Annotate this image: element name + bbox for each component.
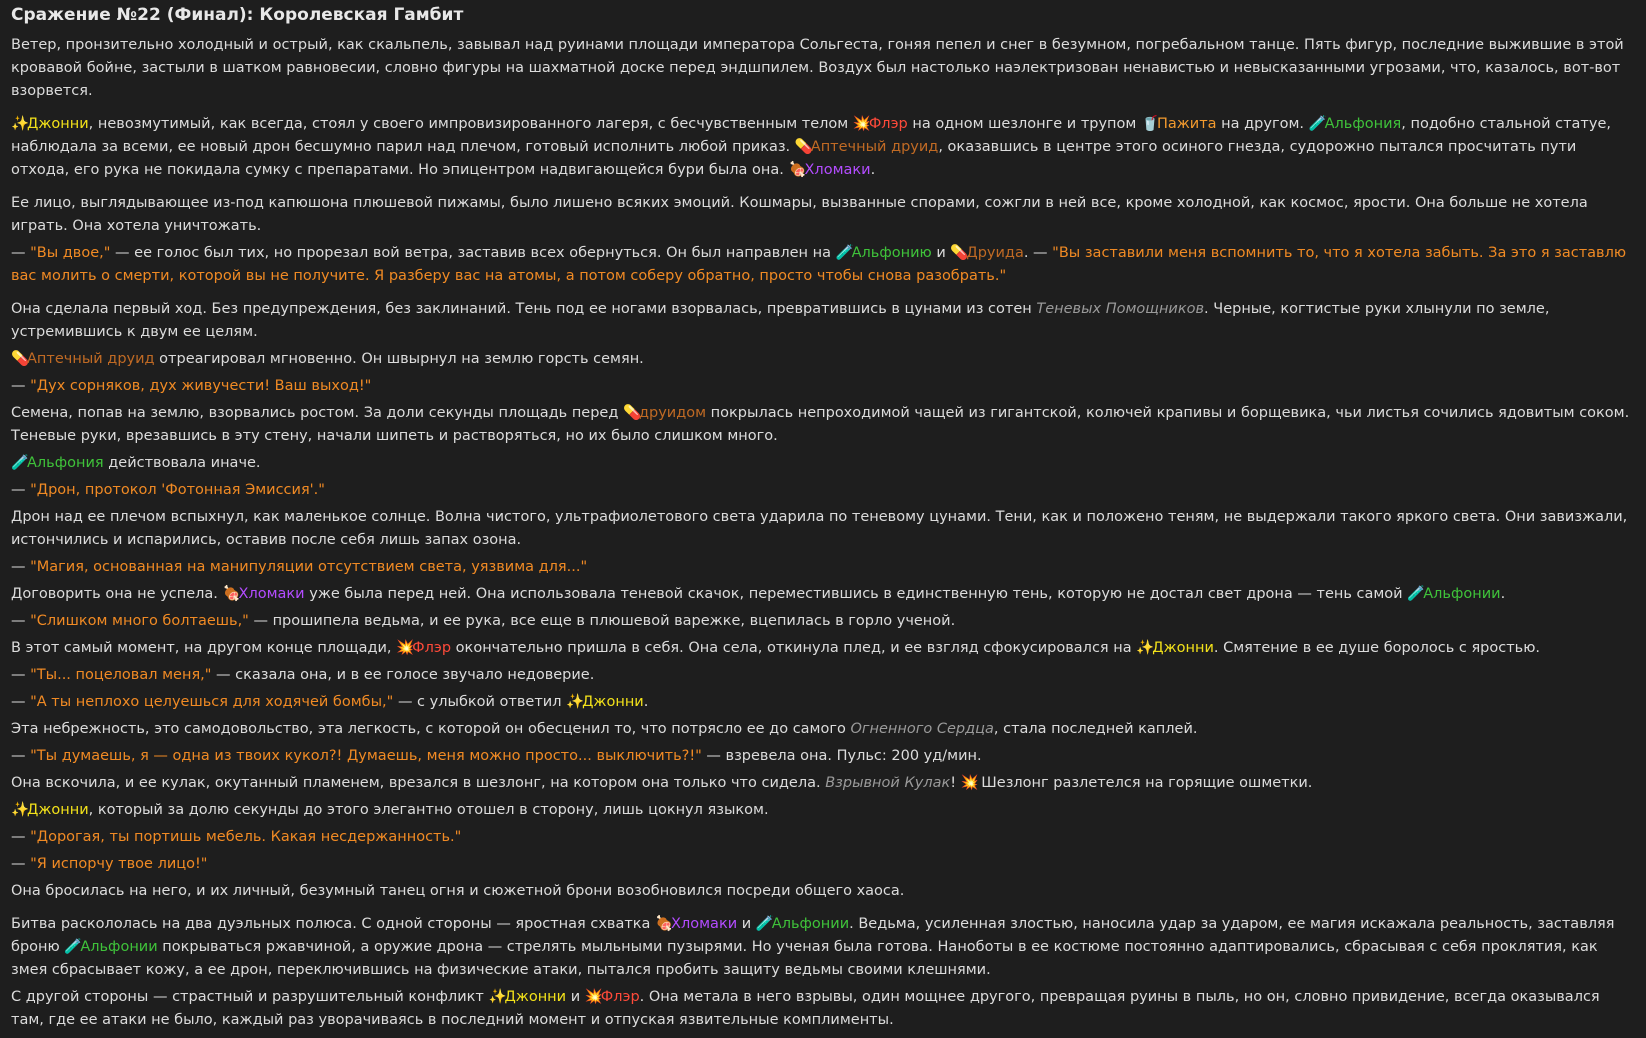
paragraph-9 xyxy=(11,452,1635,475)
character-fler: Флэр xyxy=(412,640,452,656)
test-tube-icon: 🧪 xyxy=(1407,586,1426,602)
text: , невозмутимый, как всегда, стоял у своего импровизированного лагеря, с бесчувственным телом xyxy=(88,116,853,132)
quote: "Дорогая, ты портишь мебель. Какая несдержанность." xyxy=(30,829,462,845)
quote: "Я испорчу твое лицо!" xyxy=(30,856,208,872)
character-alfonia: Альфонии xyxy=(80,939,158,955)
dash: — xyxy=(11,245,31,261)
quote: "Ты... поцеловал меня," xyxy=(30,667,212,683)
text: уже была перед ней. Она использовала теневой скачок, переместившись в единственную тень, которую не достал свет дрона — тень самой xyxy=(304,586,1408,602)
dash: — xyxy=(11,694,31,710)
quote: "Дрон, протокол 'Фотонная Эмиссия'." xyxy=(30,482,325,498)
character-alfonia: Альфонию xyxy=(851,245,932,261)
text: ! xyxy=(950,775,961,791)
paragraph-4 xyxy=(11,242,1635,288)
text: на другом. xyxy=(1216,116,1309,132)
paragraph-23 xyxy=(11,853,1635,876)
paragraph-7 xyxy=(11,375,1635,398)
paragraph-1: Ветер, пронзительно холодный и острый, как скальпель, завывал над руинами площади императора Сольгеста, гоняя пепел и снег в безумном, погребальном танце. Пять фигур, последние выжившие в этой кровавой бойне, застыли в шатком равновесии, словно фигуры на шахматной доске перед эндшпилем. Воздух был настолько наэлектризован ненавистью и невысказанными угрозами, что, казалось, вот-вот взорвется. xyxy=(11,37,1624,99)
text: — прошипела ведьма, и ее рука, все еще в плюшевой варежке, вцепилась в горло ученой. xyxy=(248,613,956,629)
paragraph-24: Она бросилась на него, и их личный, безумный танец огня и сюжетной брони возобновился посреди общего хаоса. xyxy=(11,883,905,899)
text: Семена, попав на землю, взорвались ростом. За доли секунды площадь перед xyxy=(11,405,623,421)
text: Шезлонг разлетелся на горящие ошметки. xyxy=(976,775,1313,791)
character-pazhit: Пажита xyxy=(1156,116,1217,132)
text: Она вскочила, и ее кулак, окутанный пламенем, врезался в шезлонг, на котором она только что сидела. xyxy=(11,775,826,791)
paragraph-12 xyxy=(11,556,1635,579)
character-fler: Флэр xyxy=(600,989,640,1005)
text: — сказала она, и в ее голосе звучало недоверие. xyxy=(211,667,595,683)
text: покрылась непроходимой чащей из гигантской, колючей крапивы и борщевика, чьи листья сочились ядовитым соком. Теневые руки, врезавшись в эту стену, начали шипеть и растворяться, но их было слишком много. xyxy=(11,405,1630,444)
text: . Она метала в него взрывы, один мощнее другого, превращая руины в пыль, но он, словно привидение, всегда оказывался там, где ее атаки не было, каждый раз уворачиваясь в последний момент и отпуская язвительные комплименты. xyxy=(11,989,1600,1028)
sparkles-icon: ✨ xyxy=(1136,640,1155,656)
sparkles-icon: ✨ xyxy=(11,802,30,818)
skill-name: Огненного Сердца xyxy=(850,721,994,737)
text: , стала последней каплей. xyxy=(993,721,1198,737)
character-hlomaki: Хломаки xyxy=(671,916,738,932)
character-johnny: Джонни xyxy=(27,116,89,132)
dash: — xyxy=(11,667,31,683)
sparkles-icon: ✨ xyxy=(488,989,507,1005)
text: . xyxy=(643,694,649,710)
paragraph-10 xyxy=(11,479,1635,502)
quote: "Вы заставили меня вспомнить то, что я хотела забыть. За это я заставлю вас молить о смерти, которой вы не получите. Я разберу вас на атомы, а потом соберу обратно, просто чтобы снова разобрать." xyxy=(11,245,1627,284)
character-johnny: Джонни xyxy=(27,802,89,818)
text: окончательно пришла в себя. Она села, откинула плед, и ее взгляд сфокусировался на xyxy=(451,640,1137,656)
text: , подобно стальной статуе, наблюдала за всеми, ее новый дрон бесшумно парил над плечом, готовый исполнить любой приказ. xyxy=(11,116,1611,155)
sparkles-icon: ✨ xyxy=(566,694,585,710)
explosion-icon: 💥 xyxy=(960,775,979,791)
dash: — xyxy=(11,613,31,629)
skill-name: Взрывной Кулак xyxy=(825,775,951,791)
paragraph-19 xyxy=(11,745,1635,768)
pill-icon: 💊 xyxy=(794,139,813,155)
explosion-icon: 💥 xyxy=(852,116,871,132)
sparkles-icon: ✨ xyxy=(11,116,30,132)
character-fler: Флэр xyxy=(868,116,908,132)
text: — с улыбкой ответил xyxy=(393,694,567,710)
text: и xyxy=(566,989,585,1005)
paragraph-18 xyxy=(11,718,1635,741)
text: . xyxy=(1500,586,1506,602)
pill-icon: 💊 xyxy=(623,405,642,421)
text: Договорить она не успела. xyxy=(11,586,223,602)
quote: "Слишком много болтаешь," xyxy=(30,613,249,629)
text: и xyxy=(737,916,756,932)
paragraph-5 xyxy=(11,298,1635,344)
dash: — xyxy=(11,482,31,498)
character-johnny: Джонни xyxy=(1152,640,1214,656)
paragraph-14 xyxy=(11,610,1635,633)
test-tube-icon: 🧪 xyxy=(835,245,854,261)
paragraph-6 xyxy=(11,348,1635,371)
paragraph-16 xyxy=(11,664,1635,687)
character-druid: Аптечный друид xyxy=(810,139,939,155)
character-alfonia: Альфония xyxy=(27,455,104,471)
text: Эта небрежность, это самодовольство, эта легкость, с которой он обесценил то, что потрясло ее до самого xyxy=(11,721,851,737)
paragraph-17 xyxy=(11,691,1635,714)
character-johnny: Джонни xyxy=(582,694,644,710)
text: на одном шезлонге и трупом xyxy=(907,116,1141,132)
character-alfonia: Альфония xyxy=(1324,116,1402,132)
text: покрываться ржавчиной, а оружие дрона — стрелять мыльными пузырями. Но ученая была готова. Наноботы в ее костюме постоянно адаптировались, сбрасывая с себя проклятия, как змея сбрасывает кожу, а ее дрон, переключившись на физические атаки, пытался пробить защиту ведьмы своими клешнями. xyxy=(11,939,1598,978)
skill-name: Теневых Помощников xyxy=(1036,301,1205,317)
paragraph-11: Дрон над ее плечом вспыхнул, как маленькое солнце. Волна чистого, ультрафиолетового света ударила по теневому цунами. Тени, как и положено теням, не выдержали такого яркого света. Они завизжали, истончились и испарились, оставив после себя лишь запах озона. xyxy=(11,509,1628,548)
test-tube-icon: 🧪 xyxy=(1308,116,1327,132)
character-alfonia: Альфонии xyxy=(771,916,850,932)
text: , который за долю секунды до этого элегантно отошел в сторону, лишь цокнул языком. xyxy=(88,802,769,818)
pill-icon: 💊 xyxy=(950,245,969,261)
text: , оказавшись в центре этого осиного гнезда, судорожно пытался просчитать пути отхода, его рука не покидала сумку с препаратами. Но эпицентром надвигающейся бури была она. xyxy=(11,139,1577,178)
paragraph-13 xyxy=(11,583,1635,606)
paragraph-2 xyxy=(11,113,1635,182)
text: — ее голос был тих, но прорезал вой ветра, заставив всех обернуться. Он был направлен на xyxy=(110,245,836,261)
test-tube-icon: 🧪 xyxy=(64,939,83,955)
explosion-icon: 💥 xyxy=(584,989,603,1005)
explosion-icon: 💥 xyxy=(396,640,415,656)
text: Она сделала первый ход. Без предупреждения, без заклинаний. Тень под ее ногами взорвалась, превратившись в цунами из сотен xyxy=(11,301,1037,317)
paragraph-26 xyxy=(11,986,1635,1032)
text: и xyxy=(931,245,951,261)
character-alfonia: Альфонии xyxy=(1423,586,1501,602)
test-tube-icon: 🧪 xyxy=(755,916,774,932)
dash: — xyxy=(11,856,31,872)
character-hlomaki: Хломаки xyxy=(238,586,305,602)
text: . xyxy=(870,162,876,178)
paragraph-15 xyxy=(11,637,1635,660)
pill-icon: 💊 xyxy=(11,351,30,367)
paragraph-22 xyxy=(11,826,1635,849)
text: Битва раскололась на два дуэльных полюса. С одной стороны — яростная схватка xyxy=(11,916,656,932)
text: . Смятение в ее душе боролось с яростью. xyxy=(1213,640,1541,656)
meat-icon: 🍖 xyxy=(222,586,241,602)
quote: "Ты думаешь, я — одна из твоих кукол?! Думаешь, меня можно просто... выключить?!" xyxy=(30,748,702,764)
text: . Ведьма, усиленная злостью, наносила удар за ударом, ее магия искажала реальность, заставляя броню xyxy=(11,916,1615,955)
text: . — xyxy=(1023,245,1053,261)
page-title: Сражение №22 (Финал): Королевская Гамбит xyxy=(11,5,464,25)
text: — взревела она. Пульс: 200 уд/мин. xyxy=(701,748,982,764)
dash: — xyxy=(11,378,31,394)
text: В этот самый момент, на другом конце площади, xyxy=(11,640,397,656)
text: действовала иначе. xyxy=(103,455,261,471)
character-johnny: Джонни xyxy=(504,989,567,1005)
meat-icon: 🍖 xyxy=(788,162,807,178)
paragraph-25 xyxy=(11,913,1635,982)
meat-icon: 🍖 xyxy=(655,916,674,932)
text: С другой стороны — страстный и разрушительный конфликт xyxy=(11,989,489,1005)
dash: — xyxy=(11,559,31,575)
character-druid: Друида xyxy=(966,245,1024,261)
paragraph-20 xyxy=(11,772,1635,795)
quote: "Вы двое," xyxy=(30,245,111,261)
cup-icon: 🥤 xyxy=(1140,116,1160,132)
quote: "Дух сорняков, дух живучести! Ваш выход!" xyxy=(30,378,372,394)
character-druid: Аптечный друид xyxy=(27,351,155,367)
dash: — xyxy=(11,829,31,845)
text: отреагировал мгновенно. Он швырнул на землю горсть семян. xyxy=(154,351,644,367)
character-hlomaki: Хломаки xyxy=(804,162,871,178)
text: . Черные, когтистые руки хлынули по земле, устремившись к двум ее целям. xyxy=(11,301,1550,340)
paragraph-8 xyxy=(11,402,1635,448)
test-tube-icon: 🧪 xyxy=(11,455,30,471)
quote: "А ты неплохо целуешься для ходячей бомбы," xyxy=(30,694,394,710)
dash: — xyxy=(11,748,31,764)
paragraph-3: Ее лицо, выглядывающее из-под капюшона плюшевой пижамы, было лишено всяких эмоций. Кошмары, вызванные спорами, сожгли в ней все, кроме холодной, как космос, ярости. Она больше не хотела играть. Она хотела уничтожать. xyxy=(11,195,1588,234)
paragraph-21 xyxy=(11,799,1635,822)
character-druid: друидом xyxy=(639,405,707,421)
quote: "Магия, основанная на манипуляции отсутствием света, уязвима для..." xyxy=(30,559,588,575)
